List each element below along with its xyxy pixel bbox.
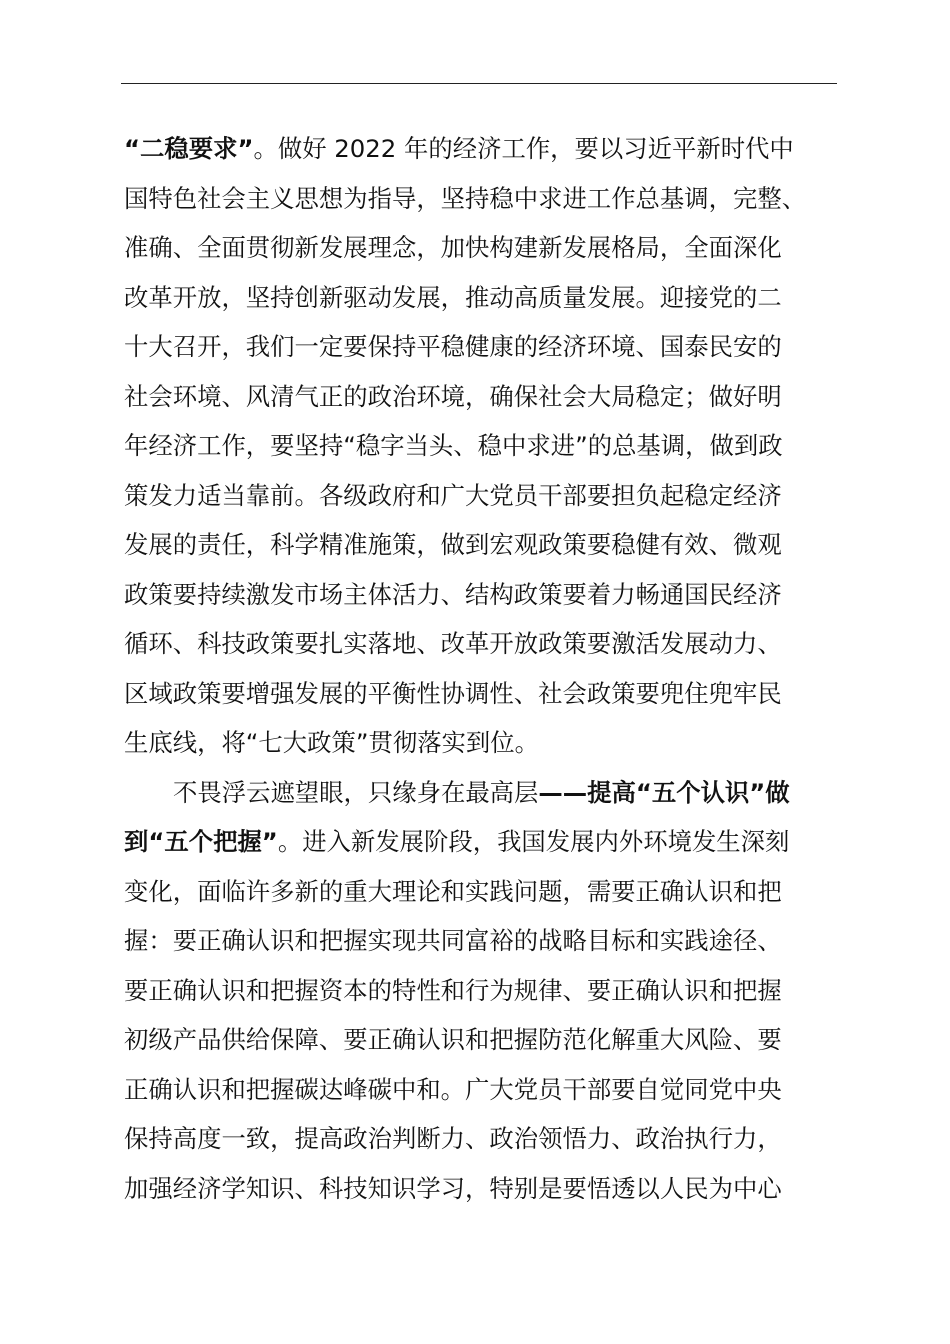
text-run: 变化，面临许多新的重大理论和实践问题，需要正确认识和把 — [124, 876, 782, 906]
text-line — [124, 174, 844, 224]
text-line — [124, 372, 844, 422]
text-run: 生底线，将“七大政策”贯彻落实到位。 — [124, 728, 539, 757]
paragraph — [124, 124, 844, 768]
text-line — [124, 421, 844, 471]
text-run: 握：要正确认识和把握实现共同富裕的战略目标和实践途径、 — [124, 926, 782, 955]
text-run: 国特色社会主义思想为指导，坚持稳中求进工作总基调，完整、 — [124, 183, 807, 213]
text-line — [124, 570, 844, 620]
text-line — [124, 471, 844, 521]
text-run: 不畏浮云遮望眼，只缘身在最高层 — [173, 777, 539, 807]
text-run: 。进入新发展阶段，我国发展内外环境发生深刻 — [277, 827, 790, 856]
text-line — [124, 619, 844, 669]
text-line — [124, 669, 844, 719]
text-run: 。做好 2022 年的经济工作，要以习近平新时代中 — [253, 134, 794, 163]
text-run: 改革开放，坚持创新驱动发展，推动高质量发展。迎接党的二 — [124, 282, 782, 312]
text-line — [124, 966, 844, 1016]
text-line — [124, 273, 844, 323]
text-line — [124, 916, 844, 966]
text-line — [124, 124, 844, 174]
text-run: 准确、全面贯彻新发展理念，加快构建新发展格局，全面深化 — [124, 233, 782, 262]
text-line — [124, 1164, 844, 1214]
text-run: 策发力适当靠前。各级政府和广大党员干部要担负起稳定经济 — [124, 480, 782, 510]
text-run: 初级产品供给保障、要正确认识和把握防范化解重大风险、要 — [124, 1025, 782, 1054]
text-run: 正确认识和把握碳达峰碳中和。广大党员干部要自觉同党中央 — [124, 1074, 782, 1104]
text-run: 循环、科技政策要扎实落地、改革开放政策要激活发展动力、 — [124, 629, 782, 658]
text-line — [124, 520, 844, 570]
text-run: 发展的责任，科学精准施策，做到宏观政策要稳健有效、微观 — [124, 530, 782, 559]
text-run: 政策要持续激发市场主体活力、结构政策要着力畅通国民经济 — [124, 579, 782, 609]
text-run: 十大召开，我们一定要保持平稳健康的经济环境、国泰民安的 — [124, 332, 782, 361]
text-line — [124, 1114, 844, 1164]
text-line — [124, 817, 844, 867]
text-run: 社会环境、风清气正的政治环境，确保社会大局稳定；做好明 — [124, 381, 782, 411]
document-body — [124, 124, 844, 1213]
text-line — [124, 1015, 844, 1065]
text-run: 年经济工作，要坚持“稳字当头、稳中求进”的总基调，做到政 — [124, 431, 783, 460]
text-line — [124, 867, 844, 917]
text-run: 到“五个把握” — [124, 827, 278, 856]
text-run: 区域政策要增强发展的平衡性协调性、社会政策要兜住兜牢民 — [124, 678, 782, 708]
text-run: ——提高“五个认识”做 — [538, 777, 790, 807]
text-line — [124, 1065, 844, 1115]
text-line — [124, 223, 844, 273]
text-line — [124, 768, 844, 818]
header-rule — [121, 83, 837, 84]
text-run: 保持高度一致，提高政治判断力、政治领悟力、政治执行力， — [124, 1124, 782, 1153]
text-run: 加强经济学知识、科技知识学习，特别是要悟透以人民为中心 — [124, 1173, 782, 1203]
text-run: 要正确认识和把握资本的特性和行为规律、要正确认识和把握 — [124, 975, 782, 1005]
text-line — [124, 322, 844, 372]
text-run: “二稳要求” — [124, 134, 254, 163]
text-line — [124, 718, 844, 768]
paragraph — [124, 768, 844, 1214]
